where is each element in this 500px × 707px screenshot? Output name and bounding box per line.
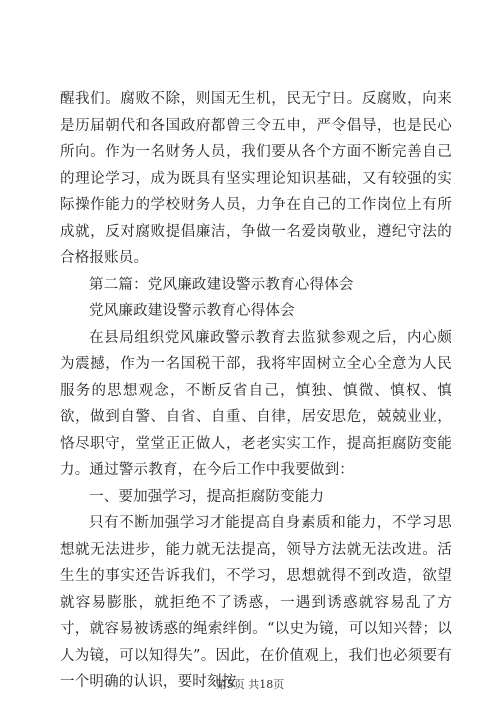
paragraph-study: 只有不断加强学习才能提高自身素质和能力，不学习思想就无法进步，能力就无法提高，领导方法就无法改进。活生生的事实还告诉我们，不学习，思想就得不到改造，欲望就容易膨胀，就拒绝不了诱惑，一遇到诱惑就容易乱了方寸，就容易被诱惑的绳索绊倒。“以史为镜，可以知兴替；以人为镜，可以知得失”。因此，在价值观上，我们也必须要有一个明确的认识，要时刻按 [60, 515, 452, 690]
paragraph-1: 醒我们。腐败不除，则国无生机，民无宁日。反腐败，向来是历届朝代和各国政府都曾三令五申，严令倡导，也是民心所向。作为一名财务人员，我们要从各个方面不断完善自己的理论学习，成为既具有坚实理论知识基础，又有较强的实际操作能力的学校财务人员，力争在自己的工作岗位上有所成就，反对腐败提倡廉洁，争做一名爱岗敬业，遵纪守法的合格报账员。 [60, 91, 452, 266]
document-body [60, 86, 452, 696]
subheading-1: 一、要加强学习，提高拒腐防变能力 [89, 488, 325, 505]
paragraph-intro: 在县局组织党风廉政警示教育去监狱参观之后，内心颇为震撼，作为一名国税干部，我将牢固树立全心全意为人民服务的思想观念，不断反省自己，慎独、慎微、慎权、慎欲，做到自警、自省、自重、自律，居安思危，兢兢业业，恪尽职守，堂堂正正做人，老老实实工作，提高拒腐防变能力。通过警示教育，在今后工作中我要做到： [60, 329, 452, 478]
article-title: 党风廉政建设警示教育心得体会 [89, 303, 295, 319]
page-number-footer: 第5页 共18页 [215, 678, 285, 691]
section-heading-2: 第二篇：党风廉政建设警示教育心得体会 [89, 276, 354, 293]
